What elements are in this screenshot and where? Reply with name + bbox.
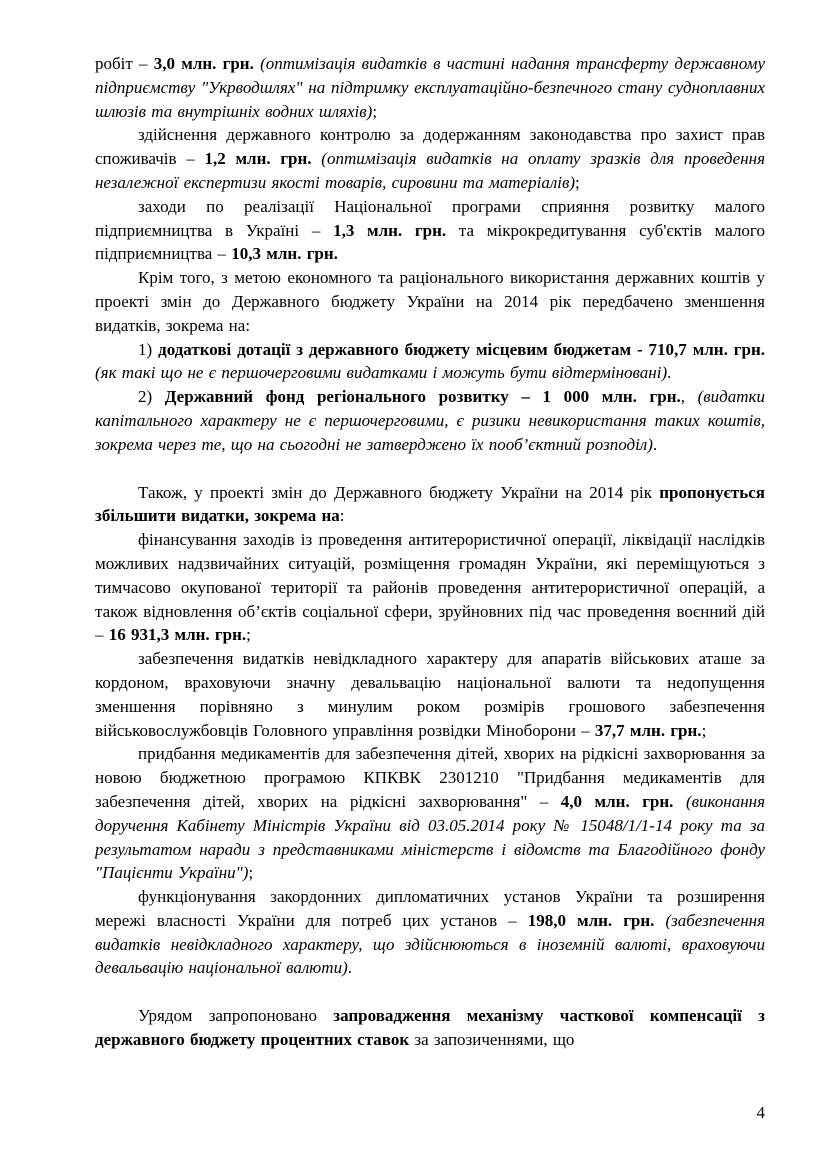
text-run: (виконання доручення Кабінету Міністрів України від 03.05.2014 року № 15048/1/1-14 року та за результатом наради з представниками міністерств і відомств та Благодійного фонду "Пацієнти України") xyxy=(95,791,765,883)
text-run: : xyxy=(339,506,345,526)
text-run: та мікрокредитування суб'єктів малого підприємництва – xyxy=(95,220,765,264)
text-run: ; xyxy=(248,863,254,883)
text-run: додаткові дотації з державного бюджету місцевим бюджетам - 710,7 млн. грн. xyxy=(158,339,765,359)
page-number: 4 xyxy=(756,1103,765,1122)
text-run: 10,3 млн. грн. xyxy=(231,244,338,264)
text-run: Також, у проекті змін до Державного бюджету України на 2014 рік xyxy=(138,482,660,502)
text-run: пропонується збільшити видатки, зокрема на xyxy=(95,482,765,526)
text-run: здійснення державного контролю за додержанням законодавства про захист прав споживачів – xyxy=(95,125,765,169)
text-run: (видатки капітального характеру не є першочерговими, є ризики невикористання таких коштів, зокрема через те, що на сьогодні не затверджено їх пооб’єктний розподіл) xyxy=(95,387,765,454)
text-run: Урядом запропоновано xyxy=(138,1006,334,1026)
text-run: . xyxy=(667,363,672,383)
text-run: 2) xyxy=(138,387,165,407)
paragraph xyxy=(95,385,765,456)
paragraph xyxy=(95,195,765,266)
paragraph xyxy=(95,52,765,123)
paragraph xyxy=(95,123,765,194)
text-run: 198,0 млн. грн. xyxy=(527,910,666,930)
text-run: 1) xyxy=(138,339,159,359)
paragraph xyxy=(95,528,765,647)
text-run: запровадження механізму часткової компенсації з державного бюджету процентних ставок xyxy=(95,1006,765,1050)
text-run: (оптимізація видатків на оплату зразків для проведення незалежної експертизи якості товарів, сировини та матеріалів) xyxy=(95,149,765,192)
text-run: 3,0 млн. грн. xyxy=(153,54,261,73)
text-run: ; xyxy=(701,720,707,740)
text-run: забезпечення видатків невідкладного характеру для апаратів військових аташе за кордоном, враховуючи значну девальвацію національної валюти та недопущення зменшення порівняно з минулим роком розмірів грошового забезпечення військовослужбовців Головного управління розвідки Міноборони – xyxy=(95,649,765,740)
paragraph xyxy=(95,885,765,980)
text-run: , xyxy=(680,387,698,407)
text-run: (як такі що не є першочерговими видатками і можуть бути відтерміновані) xyxy=(95,363,668,383)
text-run: ; xyxy=(372,101,378,121)
paragraph xyxy=(95,266,765,337)
text-run: Державний фонд регіонального розвитку – 1 000 млн. грн. xyxy=(164,387,681,407)
paragraph xyxy=(95,481,765,529)
paragraph xyxy=(95,1004,765,1052)
text-run: 1,3 млн. грн. xyxy=(333,220,447,240)
text-run: (забезпечення видатків невідкладного характеру, що здійснюються в іноземній валюті, враховуючи девальвацію національної валюти) xyxy=(95,910,765,978)
text-run: (оптимізація видатків в частині надання трансферту державному підприємству "Укрводшлях" на підтримку експлуатаційно-безпечного стану судноплавних шлюзів та внутрішніх водних шляхів) xyxy=(95,54,765,121)
text-run: Крім того, з метою економного та раціонального використання державних коштів у проекті змін до Державного бюджету України на 2014 рік передбачено зменшення видатків, зокрема на: xyxy=(95,268,765,335)
text-run: заходи по реалізації Національної програми сприяння розвитку малого підприємництва в Україні – xyxy=(95,196,765,240)
text-run: фінансування заходів із проведення антитерористичної операції, ліквідації наслідків можливих надзвичайних ситуацій, розміщення громадян України, які переміщуються з тимчасово окупованої території та районів проведення антитерористичної операцій, а також відновлення об’єктів соціальної сфери, зруйновних під час проведення воєнний дій – xyxy=(95,530,765,645)
text-run: 4,0 млн. грн. xyxy=(560,791,686,811)
text-run: ; xyxy=(246,625,251,645)
text-run: . xyxy=(347,958,352,978)
text-run: робіт – xyxy=(95,54,154,73)
text-run: за запозиченнями, що xyxy=(409,1030,575,1050)
text-run: ; xyxy=(575,172,580,192)
text-run: 1,2 млн. грн. xyxy=(204,149,322,169)
paragraph xyxy=(95,742,765,885)
text-run: . xyxy=(652,434,658,454)
text-run: придбання медикаментів для забезпечення дітей, хворих на рідкісні захворювання за новою бюджетною програмою КПКВК 2301210 "Придбання медикаментів для забезпечення дітей, хворих на рідкісні захворювання" – xyxy=(95,744,765,811)
document-body xyxy=(95,52,765,1052)
text-run: функціонування закордонних дипломатичних установ України та розширення мережі власності України для потреб цих установ – xyxy=(95,887,765,930)
text-run: 16 931,3 млн. грн. xyxy=(108,625,247,645)
paragraph xyxy=(95,338,765,386)
text-run: 37,7 млн. грн. xyxy=(594,720,702,740)
paragraph xyxy=(95,647,765,742)
